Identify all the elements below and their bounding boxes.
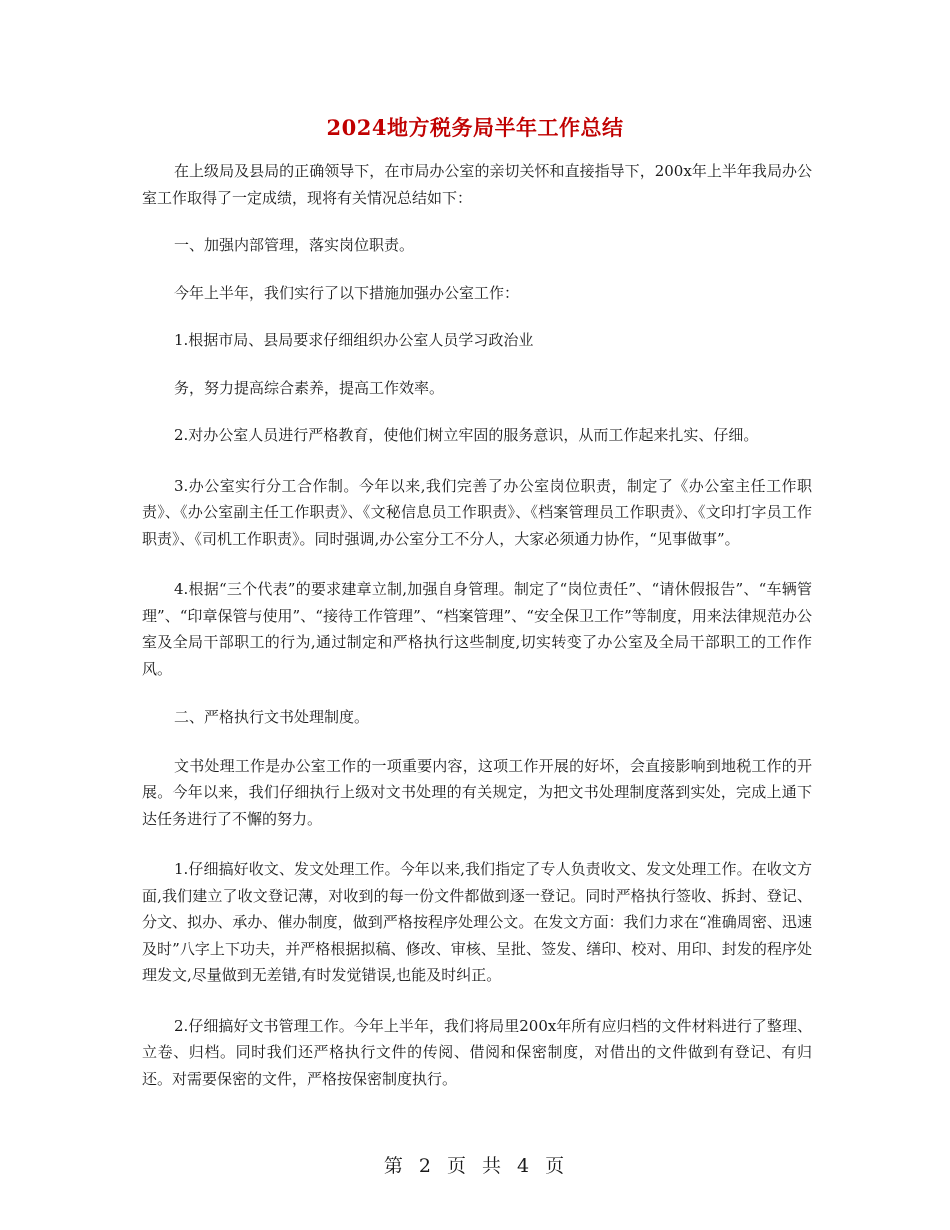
page-number: 第 2 页 共 4 页 (383, 1155, 567, 1177)
document-title: 2024地方税务局半年工作总结 (326, 115, 624, 140)
section-heading-2: 二、严格执行文书处理制度。 (174, 708, 370, 726)
list-item-2: 2.对办公室人员进行严格教育，使他们树立牢固的服务意识，从而工作起来扎实、仔细。 (174, 426, 759, 444)
document-body (142, 158, 812, 1092)
body-paragraph: 文书处理工作是办公室工作的一项重要内容，这项工作开展的好坏，会直接影响到地税工作的开展。今年以来，我们仔细执行上级对文书处理的有关规定，为把文书处理制度落到实处，完成上通下达任务进行了不懈的努力。 (142, 756, 812, 828)
list-item-5: 1.仔细搞好收文、发文处理工作。今年以来,我们指定了专人负责收文、发文处理工作。在收文方面,我们建立了收文登记薄，对收到的每一份文件都做到逐一登记。同时严格执行签收、拆封、登记、分文、拟办、承办、催办制度，做到严格按程序处理公文。在发文方面：我们力求在“准确周密、迅速及时”八字上下功夫，并严格根据拟稿、修改、审核、呈批、签发、缮印、校对、用印、封发的程序处理发文,尽量做到无差错,有时发觉错误,也能及时纠正。 (142, 860, 812, 984)
list-item-3: 3.办公室实行分工合作制。今年以来,我们完善了办公室岗位职责，制定了《办公室主任工作职责》、《办公室副主任工作职责》、《文秘信息员工作职责》、《档案管理员工作职责》、《文印打字员工作职责》、《司机工作职责》。同时强调,办公室分工不分人，大家必须通力协作，“见事做事”。 (142, 476, 812, 548)
intro-paragraph: 在上级局及县局的正确领导下，在市局办公室的亲切关怀和直接指导下，200x年上半年我局办公室工作取得了一定成绩，现将有关情况总结如下： (142, 162, 812, 207)
list-item-4: 4.根据“三个代表”的要求建章立制,加强自身管理。制定了“岗位责任”、“请休假报告”、“车辆管理”、“印章保管与使用”、“接待工作管理”、“档案管理”、“安全保卫工作”等制度，用来法律规范办公室及全局干部职工的行为,通过制定和严格执行这些制度,切实转变了办公室及全局干部职工的工作作风。 (142, 580, 812, 678)
body-paragraph: 今年上半年，我们实行了以下措施加强办公室工作： (174, 283, 520, 302)
list-item-6: 2.仔细搞好文书管理工作。今年上半年，我们将局里200x年所有应归档的文件材料进行了整理、立卷、归档。同时我们还严格执行文件的传阅、借阅和保密制度，对借出的文件做到有登记、有归还。对需要保密的文件，严格按保密制度执行。 (142, 1016, 812, 1088)
list-item-1: 1.根据市局、县局要求仔细组织办公室人员学习政治业 (174, 331, 534, 349)
section-heading-1: 一、加强内部管理，落实岗位职责。 (174, 236, 415, 254)
list-item-1-continued: 务，努力提高综合素养，提高工作效率。 (174, 378, 445, 397)
